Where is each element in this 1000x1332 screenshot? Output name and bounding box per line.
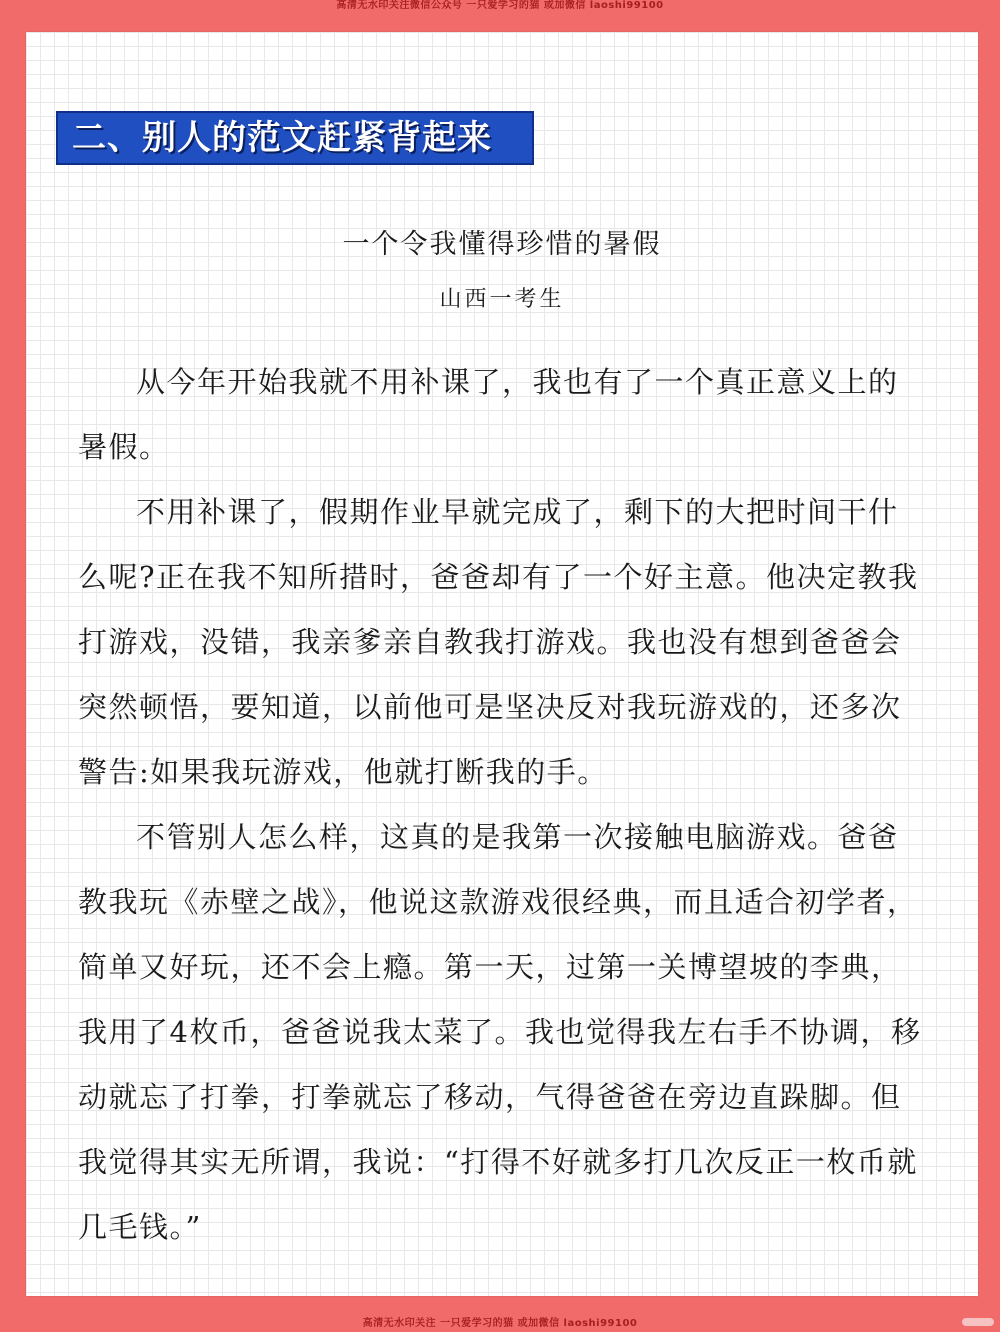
- essay-author: 山西一考生: [439, 287, 565, 312]
- section-heading: 二、别人的范文赶紧背起来: [72, 118, 492, 158]
- watermark-top: 高清无水印关注微信公众号 一只爱学习的猫 或加微信 laoshi99100: [336, 0, 664, 11]
- essay-paragraph-3: 不管别人怎么样，这真的是我第一次接触电脑游戏。爸爸教我玩《赤壁之战》，他说这款游戏很经典，而且适合初学者，简单又好玩，还不会上瘾。第一天，过第一关博望坡的李典，我用了4枚币，爸爸说我太菜了。我也觉得我左右手不协调，移动就忘了打拳，打拳就忘了移动，气得爸爸在旁边直跺脚。但我觉得其实无所谓，我说：“打得不好就多打几次反正一枚币就几毛钱。”: [78, 820, 922, 1244]
- section-heading-banner: [56, 111, 534, 165]
- corner-badge-icon: [962, 1318, 994, 1326]
- paper-sheet: [26, 32, 978, 1296]
- essay-body: [78, 350, 928, 1260]
- essay-paragraph-2: 不用补课了，假期作业早就完成了，剩下的大把时间干什么呢?正在我不知所措时，爸爸却有了一个好主意。他决定教我打游戏，没错，我亲爹亲自教我打游戏。我也没有想到爸爸会突然顿悟，要知道，以前他可是坚决反对我玩游戏的，还多次警告:如果我玩游戏，他就打断我的手。: [78, 495, 919, 789]
- watermark-bottom: 高清无水印关注 一只爱学习的猫 或加微信 laoshi99100: [362, 1318, 638, 1329]
- essay-title: 一个令我懂得珍惜的暑假: [342, 229, 662, 260]
- essay-paragraph-1: 从今年开始我就不用补课了，我也有了一个真正意义上的暑假。: [78, 365, 899, 464]
